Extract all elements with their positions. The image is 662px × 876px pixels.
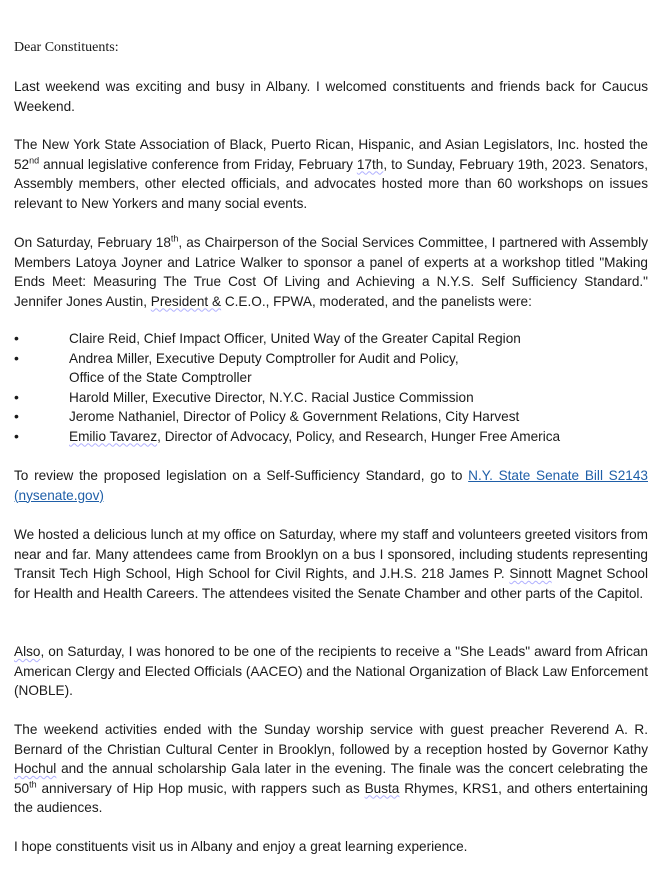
paragraph-lunch: [14, 525, 648, 603]
paragraph-legislation: [14, 466, 648, 505]
spellcheck-flagged-text: Also: [14, 644, 41, 659]
text-run: and the annual scholarship Gala later in the evening. The finale was the concert celebrating the 50: [14, 761, 648, 796]
spellcheck-flagged-text: Emilio Tavarez: [69, 428, 158, 444]
greeting: Dear Constituents:: [14, 40, 119, 55]
list-item-text: Jerome Nathaniel, Director of Policy & Government Relations, City Harvest: [69, 409, 520, 424]
superscript: th: [29, 778, 37, 789]
list-item: [14, 349, 648, 388]
bullet-icon: •: [14, 330, 19, 346]
paragraph-sunday: [14, 720, 648, 818]
paragraph-award: [14, 642, 648, 701]
spellcheck-flagged-text: President &: [150, 293, 222, 309]
bullet-icon: •: [14, 388, 19, 405]
text-run: , to Sunday, February 19th, 2023. Senators, Assembly members, other elected officials, and advocates hosted more than 60 workshops on issues relevant to New Yorkers and many social events.: [14, 156, 648, 211]
spellcheck-flagged-text: 17th: [356, 156, 384, 172]
senate-bill-link[interactable]: N.Y. State Senate Bill S2143 (nysenate.gov): [14, 468, 648, 503]
superscript: nd: [29, 154, 40, 165]
list-item-text: Claire Reid, Chief Impact Officer, United Way of the Greater Capital Region: [69, 331, 521, 346]
bullet-icon: •: [14, 408, 19, 424]
list-item: [14, 329, 648, 349]
text-run: To review the proposed legislation on a Self-Sufficiency Standard, go to: [14, 468, 469, 483]
panelist-list: [14, 329, 648, 446]
text-run: The weekend activities ended with the Sunday worship service with guest preacher Reverend A. R. Bernard of the Christian Cultural Center in Brooklyn, followed by a reception hosted by Governor Kathy: [14, 722, 648, 757]
text-run: On Saturday, February 18: [14, 235, 171, 250]
bullet-icon: •: [14, 427, 19, 444]
superscript: th: [170, 233, 179, 244]
bullet-icon: •: [14, 349, 19, 366]
text-run: , as Chairperson of the Social Services Committee, I partnered with Assembly Members Latoya Joyner and Latrice Walker to sponsor a panel of experts at a workshop titled "Making Ends Meet: Measuring The True Cost Of Living and Achieving a N.Y.S. Self Sufficiency Standard." Jennifer Jones Austin,: [14, 235, 649, 309]
list-item: [14, 407, 648, 427]
list-item-text-continued: Office of the State Comptroller: [69, 370, 252, 385]
list-item: [14, 427, 648, 447]
text-run: Rhymes, KRS1, and others entertaining the audiences.: [14, 780, 648, 815]
list-item-text: Harold Miller, Executive Director, N.Y.C. Racial Justice Commission: [69, 389, 474, 405]
text-run: We hosted a delicious lunch at my office on Saturday, where my staff and volunteers greeted visitors from near and far. Many attendees came from Brooklyn on a bus I sponsored, including students representing Transit Tech High School, High School for Civil Rights, and J.H.S. 218 James P.: [14, 527, 648, 581]
paragraph-caucus-weekend: Last weekend was exciting and busy in Albany. I welcomed constituents and friends back for Caucus Weekend.: [14, 79, 648, 114]
paragraph-workshop: [14, 233, 648, 311]
text-run: C.E.O., FPWA, moderated, and the panelists were:: [221, 293, 532, 309]
list-item: [14, 388, 648, 408]
text-run: The New York State Association of Black, Puerto Rican, Hispanic, and Asian Legislators, Inc. hosted the 52: [14, 137, 648, 172]
text-run: , on Saturday, I was honored to be one of the recipients to receive a "She Leads" award from African American Clergy and Elected Officials (AACEO) and the National Organization of Black Law Enforcement (NOBLE).: [14, 644, 648, 698]
text-run: Magnet School for Health and Health Careers. The attendees visited the Senate Chamber and other parts of the Capitol.: [14, 566, 648, 601]
text-run: annual legislative conference from Friday, February: [39, 156, 357, 172]
spellcheck-flagged-text: Busta: [364, 780, 400, 796]
paragraph-conference: [14, 135, 648, 213]
spellcheck-flagged-text: Sinnott: [509, 566, 552, 581]
paragraph-closing: I hope constituents visit us in Albany and enjoy a great learning experience.: [14, 839, 468, 854]
text-run: anniversary of Hip Hop music, with rappers such as: [36, 780, 365, 796]
list-item-text: , Director of Advocacy, Policy, and Research, Hunger Free America: [157, 428, 561, 444]
spellcheck-flagged-text: Hochul: [14, 761, 57, 776]
list-item-text: Andrea Miller, Executive Deputy Comptroller for Audit and Policy,: [69, 350, 459, 366]
